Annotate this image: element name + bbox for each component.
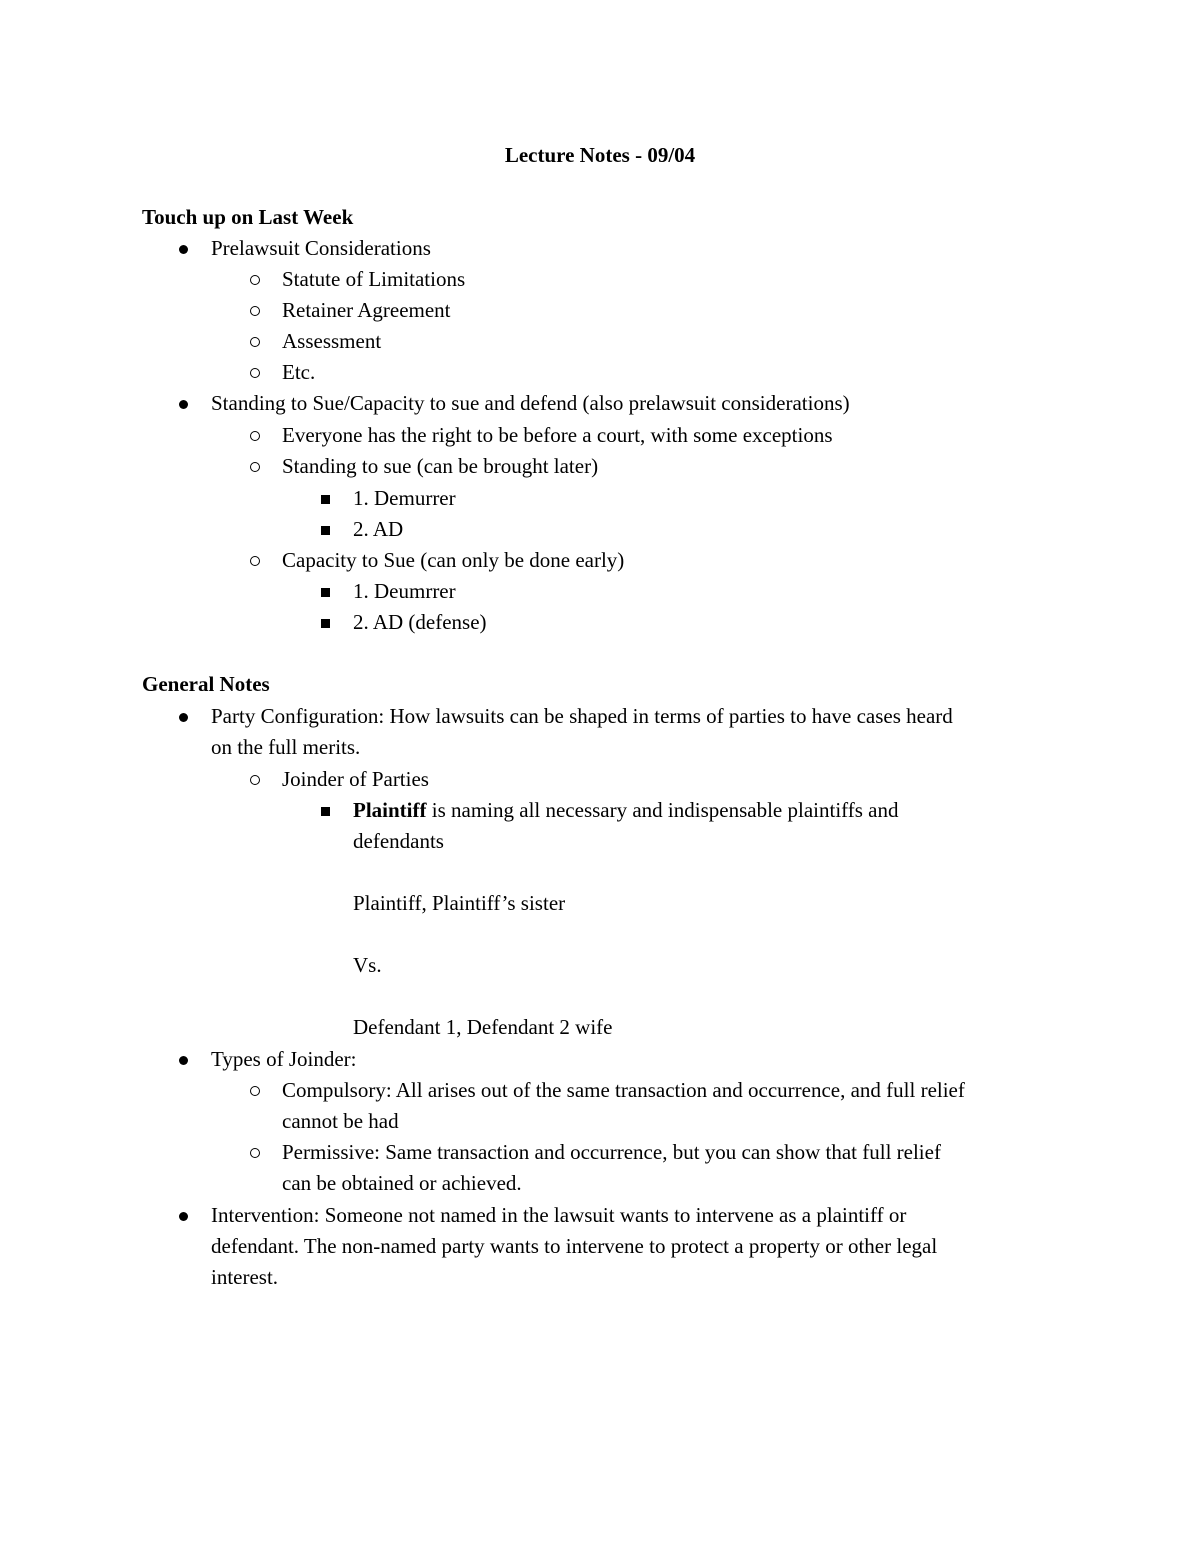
bullet-disc — [172, 1200, 196, 1231]
caption-plaintiffs: Plaintiff, Plaintiff’s sister — [353, 891, 566, 915]
bullet-circle — [244, 264, 268, 295]
list-item: Standing to sue (can be brought later) — [282, 454, 599, 478]
list-item: 1. Deumrrer — [353, 579, 456, 603]
list-item: Statute of Limitations — [282, 267, 466, 291]
bullet-disc — [172, 701, 196, 732]
bullet-square — [314, 483, 338, 514]
bullet-circle — [244, 357, 268, 388]
caption-defendants: Defendant 1, Defendant 2 wife — [353, 1015, 613, 1039]
list-item: Compulsory: All arises out of the same transaction and occurrence, and full relief — [282, 1078, 965, 1102]
list-item: Prelawsuit Considerations — [211, 236, 431, 260]
bullet-disc — [172, 233, 196, 264]
list-item: 2. AD (defense) — [353, 610, 487, 634]
list-item: Assessment — [282, 329, 382, 353]
bullet-disc — [172, 1044, 196, 1075]
list-item: 2. AD — [353, 517, 404, 541]
bullet-circle — [244, 1137, 268, 1168]
list-item: Etc. — [282, 360, 316, 384]
bullet-circle — [244, 326, 268, 357]
bullet-circle — [244, 295, 268, 326]
bullet-square — [314, 795, 338, 826]
bullet-square — [314, 607, 338, 638]
list-item-continuation: interest. — [211, 1265, 279, 1289]
list-item-continuation: on the full merits. — [211, 735, 361, 759]
list-item: Permissive: Same transaction and occurrence, but you can show that full relief — [282, 1140, 941, 1164]
bold-term: Plaintiff — [353, 798, 427, 822]
list-item: Joinder of Parties — [282, 767, 429, 791]
section-heading-general-notes: General Notes — [142, 672, 270, 696]
list-item — [353, 795, 899, 826]
list-item: Retainer Agreement — [282, 298, 451, 322]
bullet-square — [314, 576, 338, 607]
list-item: Standing to Sue/Capacity to sue and defend (also prelawsuit considerations) — [211, 391, 850, 415]
list-item-continuation: defendant. The non-named party wants to intervene to protect a property or other legal — [211, 1234, 938, 1258]
list-item-continuation: cannot be had — [282, 1109, 399, 1133]
caption-vs: Vs. — [353, 953, 382, 977]
bullet-square — [314, 514, 338, 545]
list-item: Everyone has the right to be before a court, with some exceptions — [282, 423, 833, 447]
list-item-continuation: defendants — [353, 829, 444, 853]
bullet-circle — [244, 545, 268, 576]
bullet-circle — [244, 764, 268, 795]
bullet-circle — [244, 420, 268, 451]
list-item: 1. Demurrer — [353, 486, 456, 510]
bullet-circle — [244, 451, 268, 482]
bullet-circle — [244, 1075, 268, 1106]
section-heading-last-week: Touch up on Last Week — [142, 205, 354, 229]
list-item: Types of Joinder: — [211, 1047, 357, 1071]
bullet-disc — [172, 388, 196, 419]
page-title: Lecture Notes - 09/04 — [504, 143, 696, 167]
list-item-continuation: can be obtained or achieved. — [282, 1171, 522, 1195]
list-item: Intervention: Someone not named in the lawsuit wants to intervene as a plaintiff or — [211, 1203, 907, 1227]
list-item-text: is naming all necessary and indispensable plaintiffs and — [426, 798, 899, 822]
list-item: Party Configuration: How lawsuits can be shaped in terms of parties to have cases heard — [211, 704, 953, 728]
list-item: Capacity to Sue (can only be done early) — [282, 548, 625, 572]
